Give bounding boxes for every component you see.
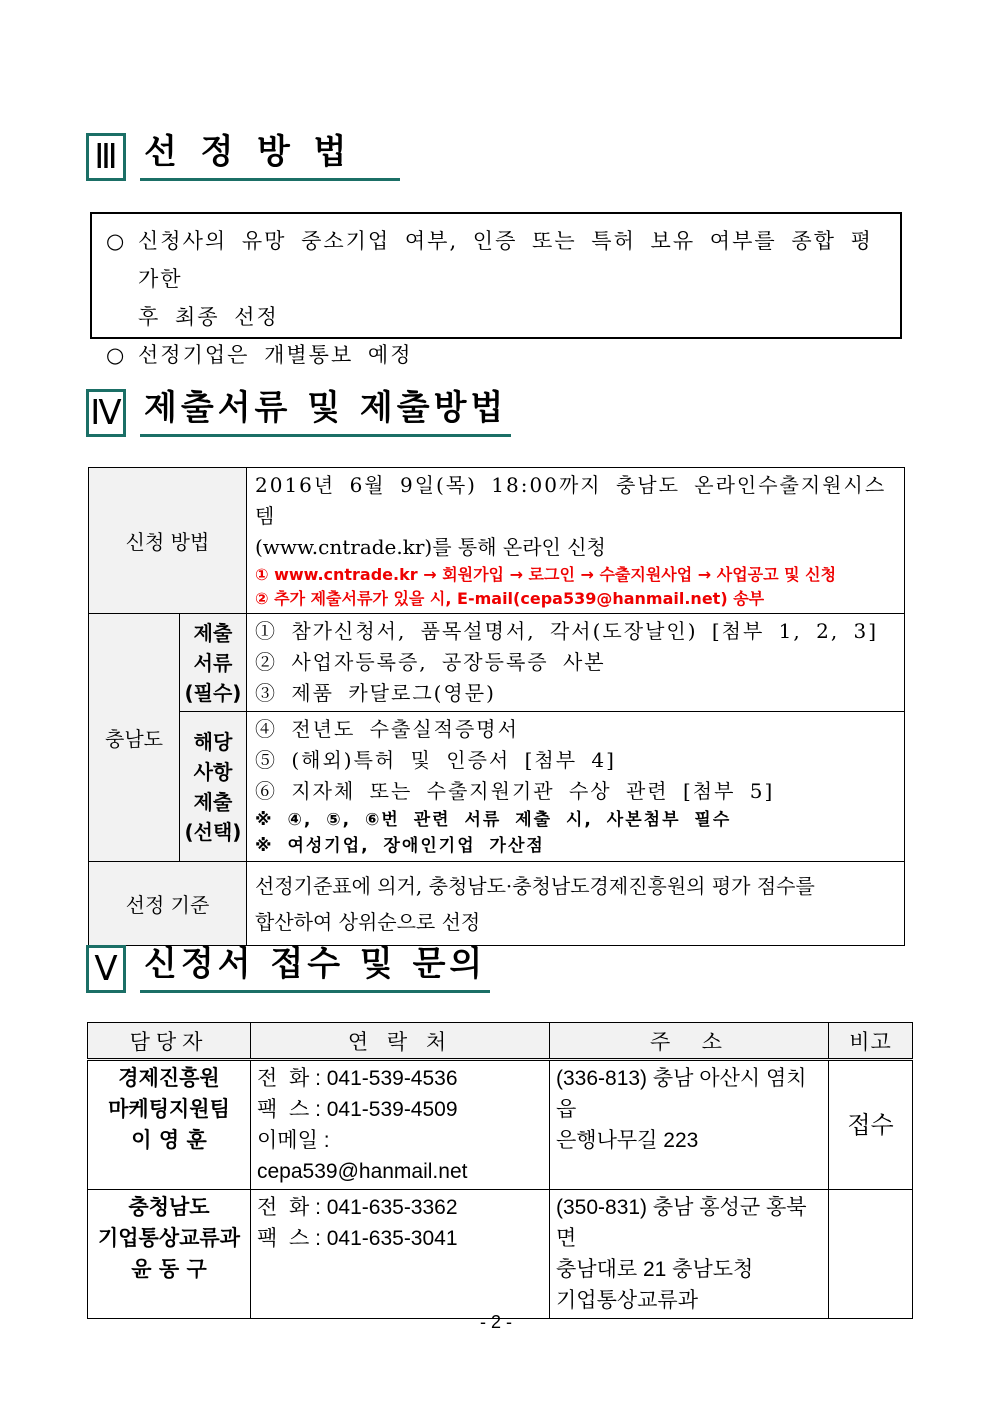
method-label: 신청 방법: [89, 468, 247, 614]
item-text: 신청사의 유망 중소기업 여부, 인증 또는 특허 보유 여부를 종합 평가한: [138, 229, 873, 291]
opt-label: 해당: [193, 729, 233, 754]
opt-label: (선택): [184, 819, 242, 844]
contact-org: 경제진흥원: [118, 1066, 220, 1090]
contact-email[interactable]: 이메일 : cepa539@hanmail.net: [257, 1129, 468, 1183]
section-3-header: [86, 130, 400, 181]
address-line: 충남대로 21 충남도청: [556, 1258, 754, 1281]
criteria-text: 선정기준표에 의거, 충청남도·충청남도경제진흥원의 평가 점수를: [255, 873, 815, 898]
req-label: (필수): [184, 680, 242, 705]
opt-note: ※ ④, ⑤, ⑥번 관련 서류 제출 시, 사본첨부 필수: [255, 810, 732, 830]
section-title: 제출서류 및 제출방법: [140, 386, 511, 437]
address-line: 기업통상교류과: [556, 1289, 699, 1312]
section-title: 선 정 방 법: [140, 130, 400, 181]
opt-item: ⑥ 지자체 또는 수출지원기관 수상 관련 [첨부 5]: [255, 779, 775, 803]
section-5-header: [86, 942, 490, 993]
contact-phone: 전 화 : 041-539-4536: [257, 1067, 458, 1090]
header-cell: 비고: [829, 1023, 913, 1060]
section-number: Ⅲ: [86, 133, 126, 181]
method-step-note: ① www.cntrade.kr → 회원가입 → 로그인 → 수출지원사업 → 사업공고 및 신청: [255, 565, 837, 584]
contact-team: 마케팅지원팀: [108, 1097, 230, 1121]
method-email-note: ② 추가 제출서류가 있을 시, E-mail(cepa539@hanmail.net) 송부: [255, 589, 765, 608]
selection-method-box: [90, 212, 902, 367]
method-text: (www.cntrade.kr)를 통해 온라인 신청: [255, 535, 606, 559]
section-number: Ⅴ: [86, 945, 126, 993]
page-number: - 2 -: [479, 1312, 512, 1332]
opt-note: ※ 여성기업, 장애인기업 가산점: [255, 836, 545, 856]
contact-person: 이 영 훈: [131, 1128, 207, 1152]
req-item: ① 참가신청서, 품목설명서, 각서(도장날인) [첨부 1, 2, 3]: [255, 619, 879, 643]
contact-team: 기업통상교류과: [97, 1226, 240, 1250]
header-cell: 담당자: [88, 1023, 251, 1060]
address-line: (350-831) 충남 홍성군 홍북면: [556, 1196, 807, 1250]
opt-item: ④ 전년도 수출실적증명서: [255, 717, 519, 741]
circle-bullet-icon: ○: [106, 343, 127, 367]
section-4-header: [86, 386, 511, 437]
opt-label: 제출: [193, 789, 233, 814]
req-item: ③ 제품 카달로그(영문): [255, 681, 496, 705]
req-item: ② 사업자등록증, 공장등록증 사본: [255, 650, 606, 674]
method-text: 2016년 6월 9일(목) 18:00까지 충남도 온라인수출지원시스템: [255, 473, 887, 528]
table-row: [88, 1190, 913, 1319]
region-label: 충남도: [89, 614, 180, 862]
address-line: (336-813) 충남 아산시 염치읍: [556, 1067, 807, 1121]
criteria-label: 선정 기준: [89, 862, 247, 946]
contact-fax: 팩 스 : 041-635-3041: [257, 1227, 458, 1250]
note-cell: [829, 1190, 913, 1319]
contact-person: 윤 동 구: [131, 1257, 207, 1281]
item-text: 후 최종 선정: [138, 305, 279, 329]
item-text: 선정기업은 개별통보 예정: [138, 343, 413, 367]
documents-table: [88, 467, 905, 946]
contact-table: [87, 1022, 913, 1319]
header-cell: 연 락 처: [251, 1023, 550, 1060]
contact-phone: 전 화 : 041-635-3362: [257, 1196, 458, 1219]
section-number: Ⅳ: [86, 389, 126, 437]
contact-org: 충청남도: [128, 1195, 210, 1219]
req-label: 제출: [193, 620, 233, 645]
circle-bullet-icon: ○: [106, 229, 127, 253]
contact-fax: 팩 스 : 041-539-4509: [257, 1098, 458, 1121]
criteria-text: 합산하여 상위순으로 선정: [255, 909, 481, 934]
note-cell: 접수: [829, 1060, 913, 1190]
req-label: 서류: [193, 650, 233, 675]
table-row: [88, 1060, 913, 1190]
opt-label: 사항: [193, 759, 233, 784]
section-title: 신정서 접수 및 문의: [140, 942, 490, 993]
opt-item: ⑤ (해외)특허 및 인증서 [첨부 4]: [255, 748, 616, 772]
header-cell: 주 소: [550, 1023, 829, 1060]
address-line: 은행나무길 223: [556, 1129, 699, 1152]
